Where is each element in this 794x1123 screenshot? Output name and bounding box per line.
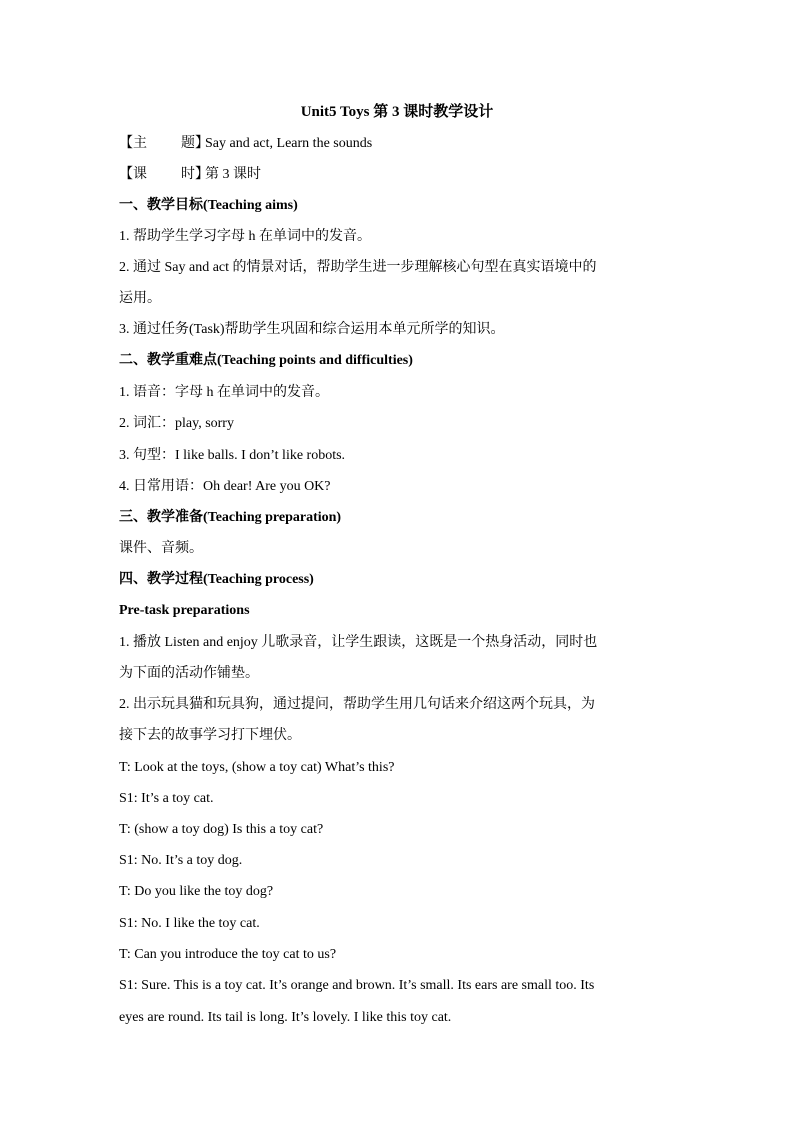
dialogue-line: eyes are round. Its tail is long. It’s lovely. I like this toy cat. — [119, 1010, 452, 1025]
topic-label — [119, 135, 209, 153]
topic-label-a: 【主 — [119, 136, 147, 151]
process-subheading: Pre-task preparations — [119, 603, 250, 618]
points-heading: 二、教学重难点(Teaching points and difficulties) — [119, 353, 413, 368]
aims-item: 1. 帮助学生学习字母 h 在单词中的发音。 — [119, 229, 371, 244]
dialogue-line: T: Can you introduce the toy cat to us? — [119, 947, 337, 962]
process-line: 接下去的故事学习打下埋伏。 — [119, 728, 301, 743]
process-line: 为下面的活动作铺垫。 — [119, 666, 259, 681]
dialogue-line: S1: Sure. This is a toy cat. It’s orange and brown. It’s small. Its ears are small too. Its — [119, 978, 595, 993]
points-item: 3. 句型：I like balls. I don’t like robots. — [119, 448, 346, 463]
period-label-b: 时】 — [181, 167, 209, 182]
period-line — [119, 166, 261, 184]
dialogue-line: S1: It’s a toy cat. — [119, 791, 214, 806]
period-value: 第 3 课时 — [205, 167, 261, 182]
aims-item: 运用。 — [119, 291, 161, 306]
points-item: 4. 日常用语：Oh dear! Are you OK? — [119, 479, 331, 494]
points-item: 1. 语音：字母 h 在单词中的发音。 — [119, 385, 329, 400]
dialogue-line: T: Do you like the toy dog? — [119, 884, 274, 899]
process-line: 2. 出示玩具猫和玩具狗，通过提问，帮助学生用几句话来介绍这两个玩具，为 — [119, 697, 595, 712]
topic-value: Say and act, Learn the sounds — [205, 136, 373, 151]
process-heading: 四、教学过程(Teaching process) — [119, 572, 314, 587]
dialogue-line: S1: No. I like the toy cat. — [119, 916, 260, 931]
dialogue-line: T: (show a toy dog) Is this a toy cat? — [119, 822, 324, 837]
dialogue-line: S1: No. It’s a toy dog. — [119, 853, 243, 868]
aims-heading: 一、教学目标(Teaching aims) — [119, 198, 298, 213]
period-label-a: 【课 — [119, 167, 147, 182]
aims-item: 3. 通过任务(Task)帮助学生巩固和综合运用本单元所学的知识。 — [119, 322, 505, 337]
topic-line — [119, 135, 372, 153]
process-line: 1. 播放 Listen and enjoy 儿歌录音，让学生跟读，这既是一个热身活动，同时也 — [119, 635, 598, 650]
period-label — [119, 166, 209, 184]
dialogue-line: T: Look at the toys, (show a toy cat) What’s this? — [119, 760, 395, 775]
topic-label-b: 题】 — [181, 136, 209, 151]
aims-item: 2. 通过 Say and act 的情景对话，帮助学生进一步理解核心句型在真实语境中的 — [119, 260, 597, 275]
points-item: 2. 词汇：play, sorry — [119, 416, 234, 431]
preparation-heading: 三、教学准备(Teaching preparation) — [119, 510, 342, 525]
preparation-text: 课件、音频。 — [119, 541, 203, 556]
document-title: Unit5 Toys 第 3 课时教学设计 — [300, 104, 494, 120]
